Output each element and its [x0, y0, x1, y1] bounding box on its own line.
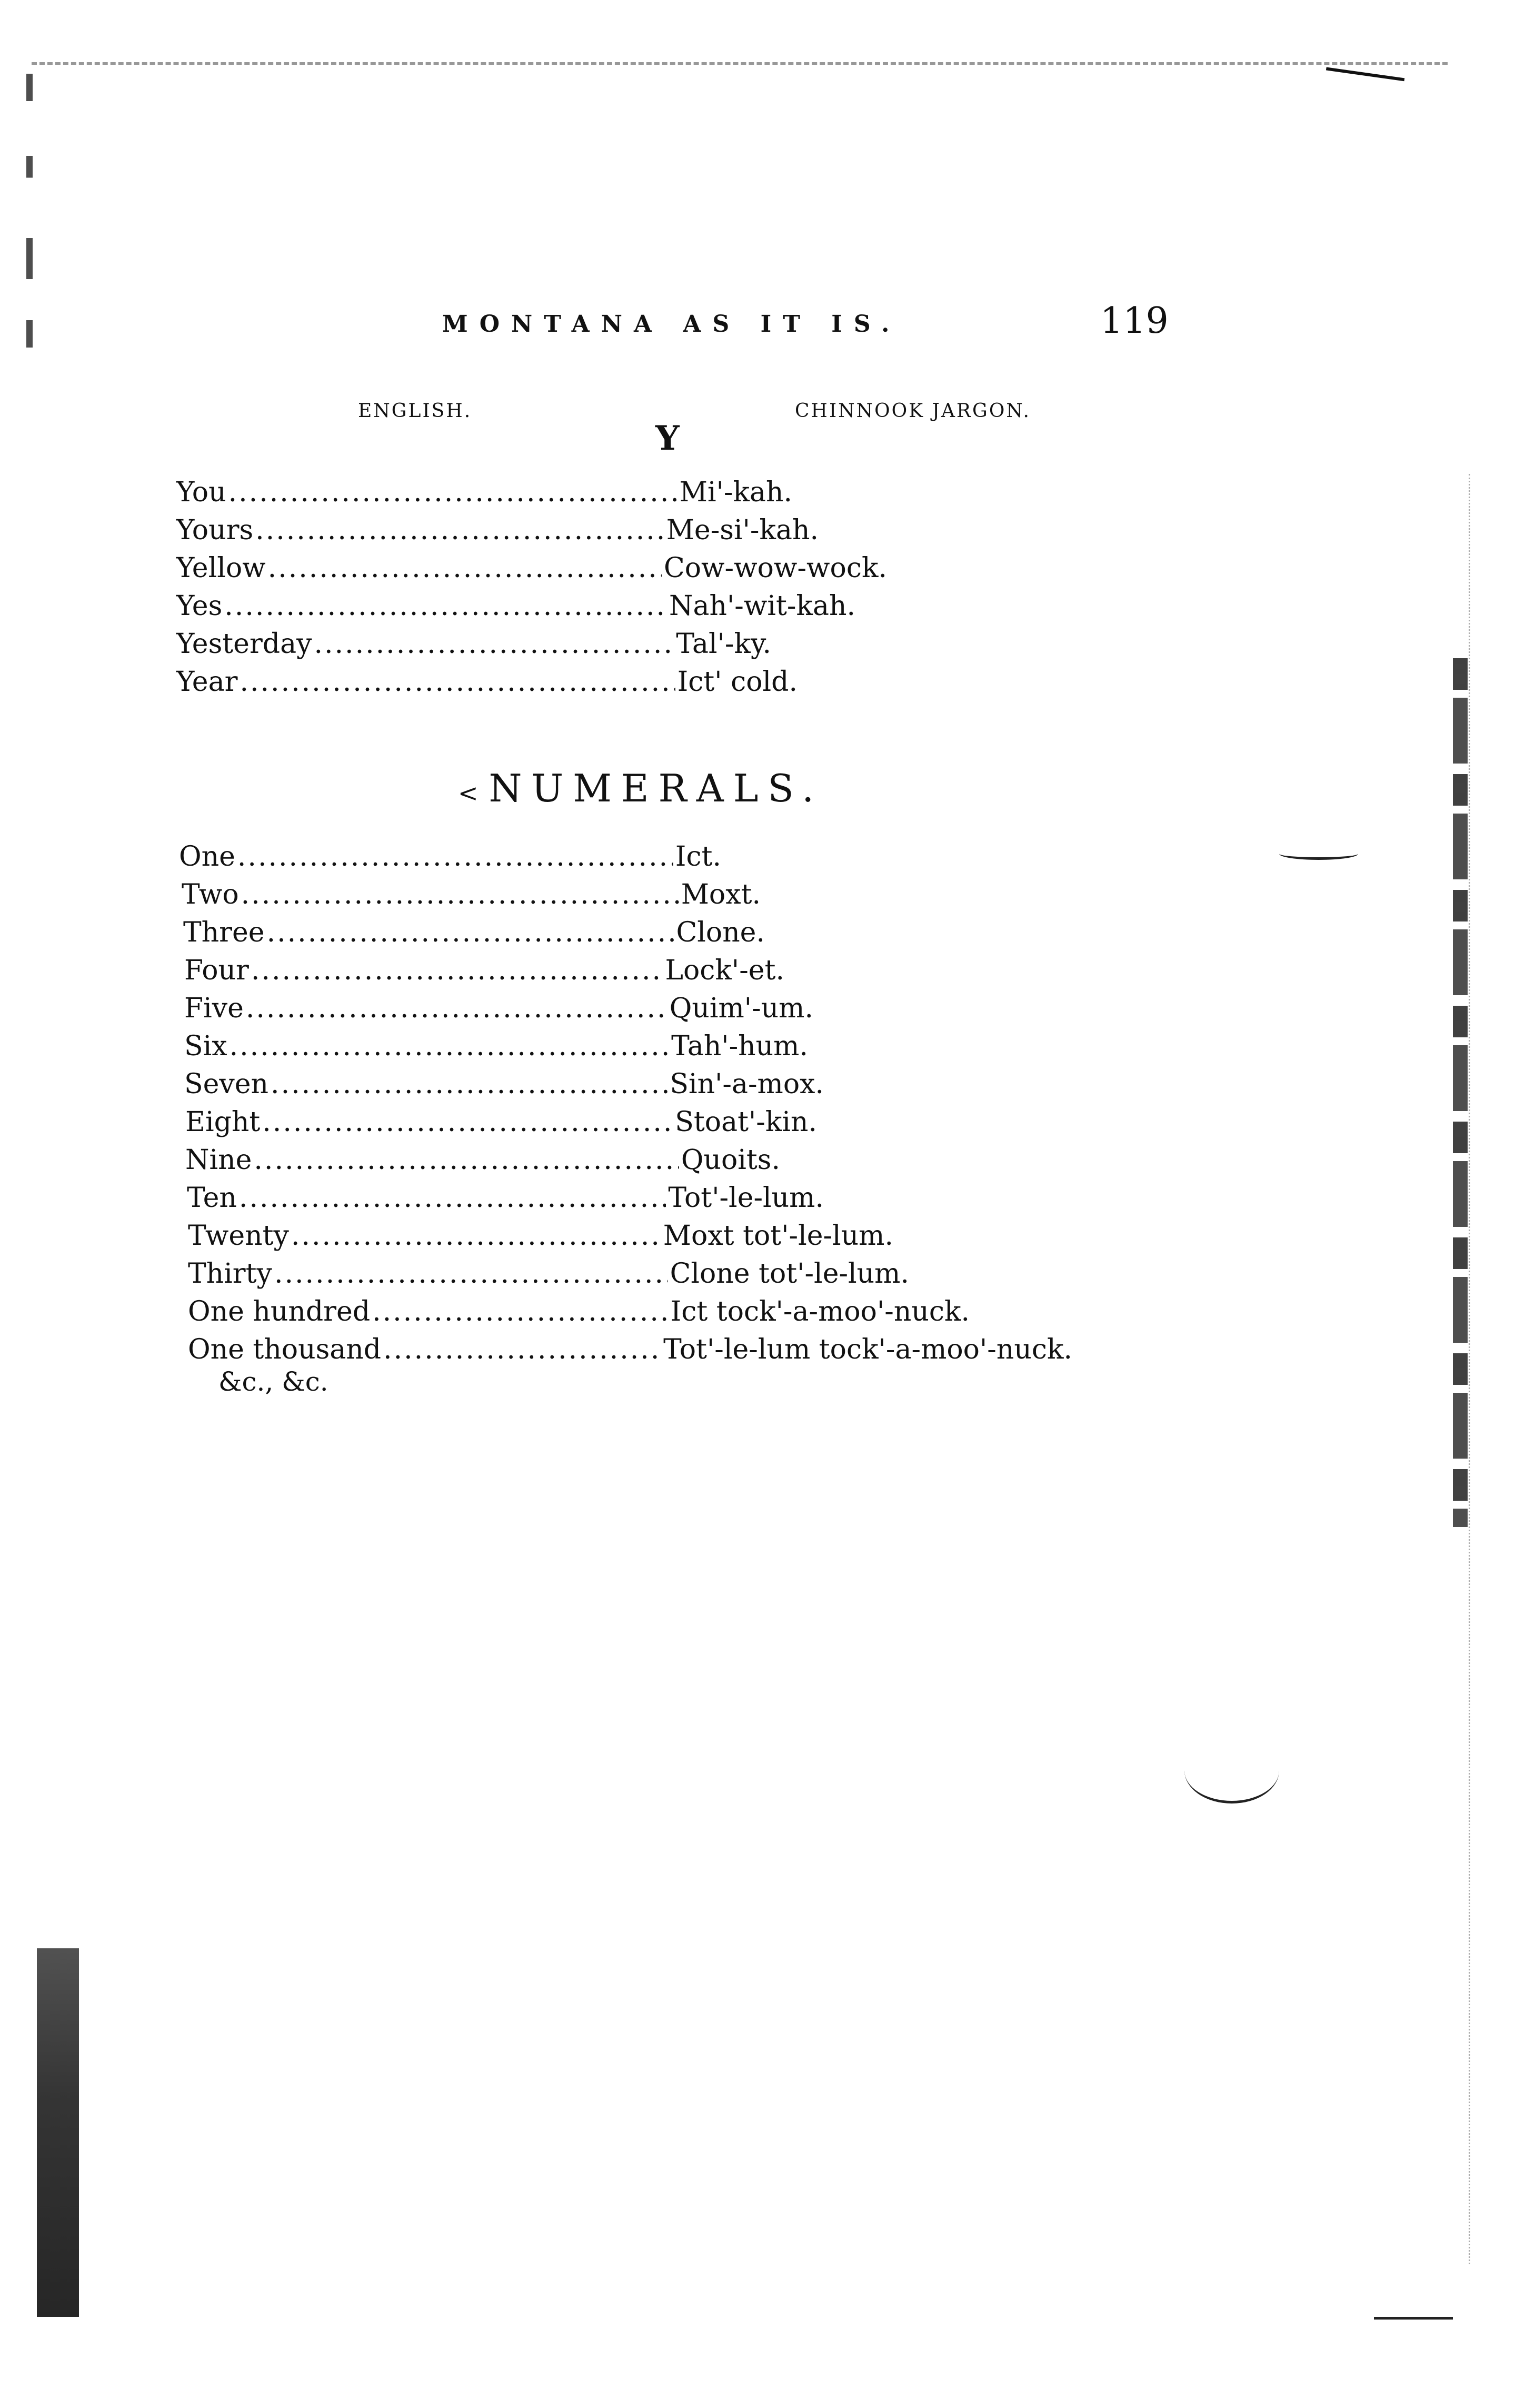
dot-leader [314, 628, 674, 660]
heading-mark: < [458, 779, 479, 807]
etc-note: &c., &c. [218, 1366, 328, 1397]
jargon-term: Tal'-ky. [676, 628, 771, 660]
jargon-term: Quoits. [681, 1144, 780, 1176]
jargon-term: Nah'-wit-kah. [669, 590, 855, 622]
jargon-term: Ict tock'-a-moo'-nuck. [670, 1296, 970, 1327]
column-header-jargon: CHINNOOK JARGON. [795, 400, 1031, 422]
numeral-entry [183, 917, 765, 954]
dot-leader [383, 1334, 661, 1365]
stray-pen-curve [1184, 1738, 1279, 1803]
dot-leader [274, 1258, 668, 1290]
numeral-entry [184, 1030, 808, 1067]
numeral-entry [188, 1258, 909, 1295]
numeral-entry [188, 1296, 970, 1333]
english-term: Yellow [176, 552, 266, 584]
english-term: Eight [185, 1106, 261, 1138]
dot-leader [230, 1030, 670, 1062]
numeral-entry [182, 879, 761, 916]
jargon-term: Ict' cold. [677, 666, 798, 698]
jargon-term: Cow-wow-wock. [663, 552, 887, 584]
jargon-term: Sin'-a-mox. [670, 1068, 824, 1100]
jargon-term: Stoat'-kin. [675, 1106, 817, 1138]
jargon-term: Tot'-le-lum. [668, 1182, 824, 1214]
dot-leader [251, 955, 663, 986]
english-term: Five [184, 993, 244, 1024]
english-term: Yes [176, 590, 223, 622]
column-header-english: ENGLISH. [358, 400, 472, 422]
numeral-entry [185, 1106, 817, 1143]
dot-leader [241, 879, 679, 910]
page-number: 119 [1100, 300, 1169, 342]
english-term: Yesterday [176, 628, 312, 660]
english-term: Yours [176, 514, 254, 546]
numeral-entry [187, 1182, 824, 1219]
english-term: Ten [187, 1182, 237, 1214]
vocab-entry [176, 590, 855, 627]
dot-leader [271, 1068, 667, 1100]
scan-left-blot [37, 1948, 79, 2317]
scan-bottom-corner [1374, 2317, 1453, 2320]
dot-leader [268, 552, 662, 584]
english-term: One [179, 841, 235, 873]
english-term: Two [182, 879, 239, 910]
dot-leader [228, 477, 677, 508]
jargon-term: Me-si'-kah. [666, 514, 819, 546]
english-term: Six [184, 1030, 227, 1062]
english-term: One thousand [188, 1334, 382, 1365]
jargon-term: Moxt tot'-le-lum. [663, 1220, 893, 1252]
english-term: Seven [184, 1068, 269, 1100]
scan-right-edge [1453, 658, 1468, 1527]
numeral-entry [184, 993, 813, 1029]
vocab-entry [176, 514, 819, 551]
dot-leader [291, 1220, 661, 1252]
english-term: You [176, 477, 226, 508]
dot-leader [254, 1144, 679, 1176]
jargon-term: Mi'-kah. [679, 477, 792, 508]
scan-right-specks [1469, 474, 1476, 2264]
numeral-entry [179, 841, 721, 878]
dot-leader [240, 666, 675, 698]
dot-leader [372, 1296, 669, 1327]
jargon-term: Tah'-hum. [671, 1030, 808, 1062]
vocab-entry [176, 477, 792, 513]
vocab-entry [176, 552, 887, 589]
numeral-entry [188, 1220, 893, 1257]
scan-left-edge [26, 74, 33, 348]
english-term: One hundred [188, 1296, 371, 1327]
jargon-term: Clone. [676, 917, 765, 948]
scan-corner-curl [1326, 57, 1406, 82]
english-term: Nine [185, 1144, 252, 1176]
jargon-term: Lock'-et. [665, 955, 784, 986]
numeral-entry [184, 955, 784, 992]
dot-leader [237, 841, 673, 873]
english-term: Twenty [188, 1220, 289, 1252]
dot-leader [239, 1182, 666, 1214]
english-term: Four [184, 955, 249, 986]
vocab-entry [176, 628, 771, 665]
english-term: Three [183, 917, 265, 948]
dot-leader [255, 514, 664, 546]
jargon-term: Quim'-um. [669, 993, 813, 1024]
jargon-term: Ict. [675, 841, 721, 873]
jargon-term: Moxt. [681, 879, 761, 910]
vocab-entry [176, 666, 798, 703]
dot-leader [246, 993, 667, 1024]
dot-leader [262, 1106, 673, 1138]
numeral-entry [188, 1334, 1072, 1371]
numerals-heading [458, 766, 823, 810]
stray-pen-mark [1279, 848, 1358, 860]
numeral-entry [184, 1068, 824, 1105]
jargon-term: Clone tot'-le-lum. [670, 1258, 909, 1290]
running-title: MONTANA AS IT IS. [442, 311, 901, 338]
english-term: Year [176, 666, 238, 698]
numerals-title: NUMERALS. [489, 766, 824, 810]
english-term: Thirty [188, 1258, 272, 1290]
scan-top-rule [32, 62, 1448, 65]
numeral-entry [185, 1144, 780, 1181]
jargon-term: Tot'-le-lum tock'-a-moo'-nuck. [663, 1334, 1072, 1365]
dot-leader [224, 590, 667, 622]
section-letter: Y [655, 419, 680, 458]
dot-leader [267, 917, 674, 948]
